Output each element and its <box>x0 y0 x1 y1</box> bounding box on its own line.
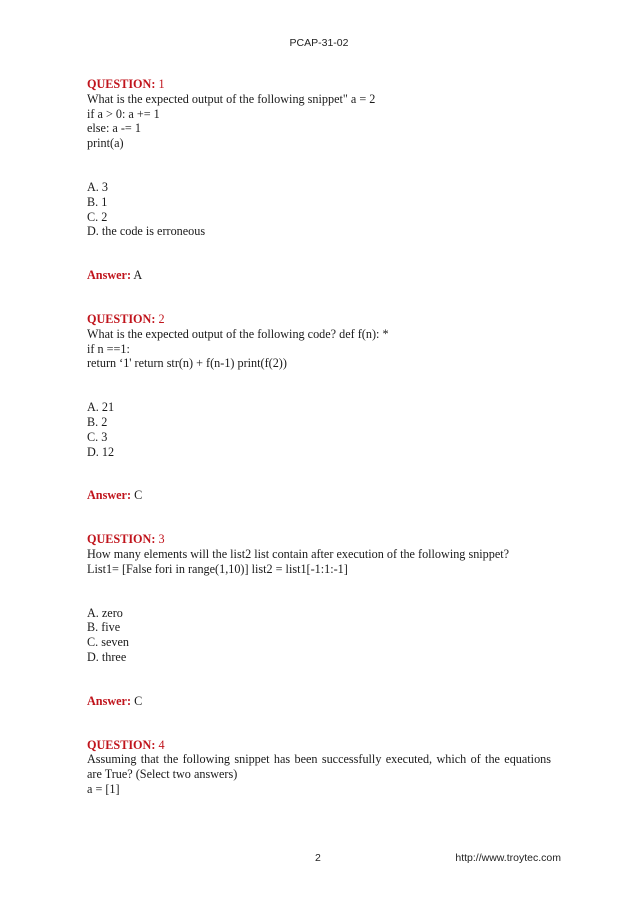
question-label: QUESTION: <box>87 532 156 547</box>
document-content <box>87 77 551 797</box>
question-text-line: if n ==1: <box>87 341 130 356</box>
answer-label: Answer: <box>87 268 132 283</box>
page-header: PCAP-31-02 <box>289 37 349 49</box>
question-number: 3 <box>158 532 165 547</box>
question-2 <box>87 312 551 503</box>
question-text-line: print(a) <box>87 136 124 151</box>
question-text-line: return ‘1' return str(n) + f(n-1) print(f(2)) <box>87 356 287 371</box>
option-c: C. 2 <box>87 209 108 224</box>
option-c: C. 3 <box>87 429 108 444</box>
answer-line <box>87 694 551 709</box>
answer-value: C <box>134 693 143 708</box>
option-b: B. 1 <box>87 194 108 209</box>
question-3 <box>87 532 551 708</box>
question-heading <box>87 532 551 547</box>
question-heading <box>87 312 551 327</box>
question-4 <box>87 738 551 797</box>
question-text-line: if a > 0: a += 1 <box>87 106 160 121</box>
option-d: D. the code is erroneous <box>87 224 206 239</box>
question-text-line: How many elements will the list2 list contain after execution of the following snippet? <box>87 546 510 561</box>
question-text-line: a = [1] <box>87 781 120 796</box>
question-text-line: else: a -= 1 <box>87 121 141 136</box>
answer-label: Answer: <box>87 693 132 708</box>
option-b: B. 2 <box>87 414 108 429</box>
question-text-line: What is the expected output of the following snippet" a = 2 <box>87 91 376 106</box>
question-number: 2 <box>158 311 165 326</box>
question-number: 4 <box>158 737 165 752</box>
page-number: 2 <box>315 852 321 864</box>
question-heading <box>87 77 551 92</box>
question-text-line: Assuming that the following snippet has been successfully executed, which of the equations are True? (Select two answers) <box>87 752 551 782</box>
option-d: D. 12 <box>87 444 115 459</box>
question-number: 1 <box>158 77 165 91</box>
option-d: D. three <box>87 649 127 664</box>
question-heading <box>87 738 551 753</box>
option-a: A. 21 <box>87 400 115 415</box>
option-b: B. five <box>87 620 121 635</box>
option-a: A. 3 <box>87 179 108 194</box>
footer-url: http://www.troytec.com <box>455 852 561 864</box>
answer-line <box>87 268 551 283</box>
option-c: C. seven <box>87 635 129 650</box>
question-text-line: List1= [False fori in range(1,10)] list2 = list1[-1:1:-1] <box>87 561 348 576</box>
question-1 <box>87 77 551 283</box>
question-label: QUESTION: <box>87 77 156 91</box>
answer-value: A <box>133 268 143 283</box>
answer-label: Answer: <box>87 488 132 503</box>
question-text-line: What is the expected output of the following code? def f(n): * <box>87 326 389 341</box>
option-a: A. zero <box>87 605 123 620</box>
answer-value: C <box>134 488 143 503</box>
question-label: QUESTION: <box>87 311 156 326</box>
question-label: QUESTION: <box>87 737 156 752</box>
answer-line <box>87 488 551 503</box>
